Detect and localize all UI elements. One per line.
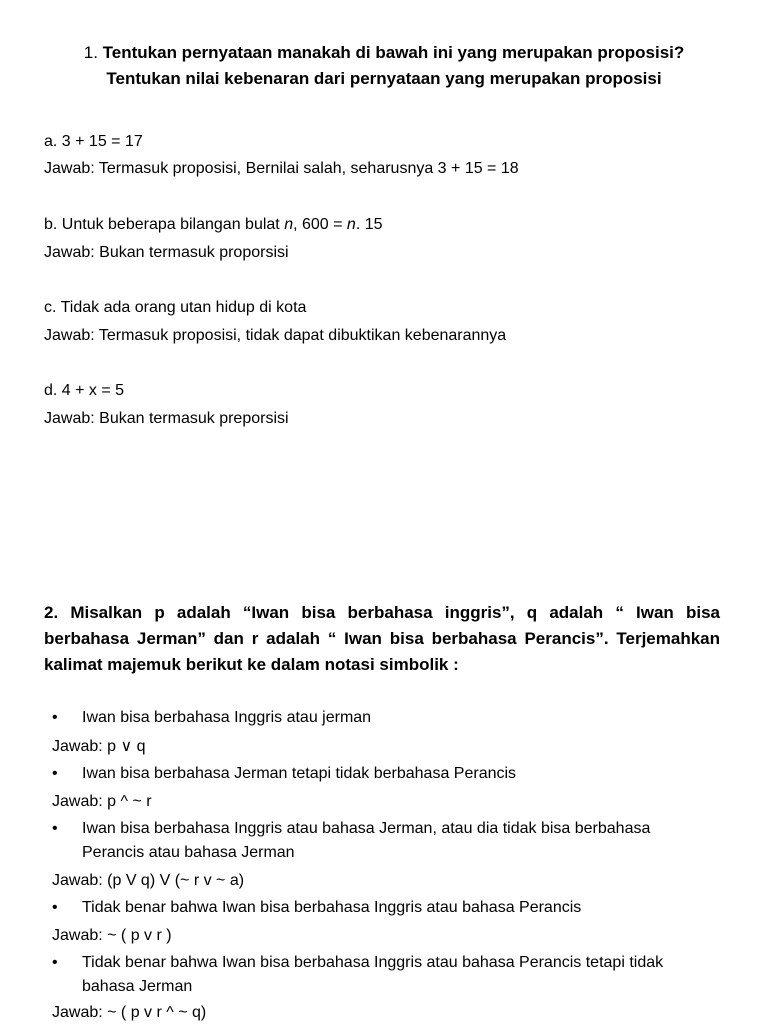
q1-answer-c: Jawab: Termasuk proposisi, tidak dapat dibuktikan kebenarannya xyxy=(44,327,507,344)
q2-bullet-3-text-cont: Perancis atau bahasa Jerman xyxy=(82,844,295,861)
q2-bullet-2 xyxy=(52,762,732,786)
q1-statement-d: d. 4 + x = 5 xyxy=(44,382,125,399)
q1-statement-b: b. Untuk beberapa bilangan bulat n, 600 = n. 15 xyxy=(44,216,383,233)
question-2-title: 2. Misalkan p adalah “Iwan bisa berbahasa inggris”, q adalah “ Iwan bisa berbahasa Jerman” dan r adalah “ Iwan bisa berbahasa Perancis”. Terjemahkan kalimat majemuk berikut ke dalam notasi simbolik : xyxy=(44,603,720,674)
q2-bullet-5-text: Tidak benar bahwa Iwan bisa berbahasa Inggris atau bahasa Perancis tetapi tidak xyxy=(82,954,664,971)
q2-bullet-4 xyxy=(52,896,732,920)
q1-statement-c: c. Tidak ada orang utan hidup di kota xyxy=(44,299,307,316)
q1-statement-a: a. 3 + 15 = 17 xyxy=(44,133,143,150)
bullet-icon: • xyxy=(52,820,58,837)
q2-answer-2: Jawab: p ^ ~ r xyxy=(52,793,152,810)
question-1-title-line2: Tentukan nilai kebenaran dari pernyataan yang merupakan proposisi xyxy=(106,69,662,88)
q1-answer-d: Jawab: Bukan termasuk preporsisi xyxy=(44,410,289,427)
bullet-icon: • xyxy=(52,765,58,782)
q2-bullet-1-text: Iwan bisa berbahasa Inggris atau jerman xyxy=(82,709,372,726)
q1-answer-a: Jawab: Termasuk proposisi, Bernilai salah, seharusnya 3 + 15 = 18 xyxy=(44,160,519,177)
question-1-title-line1: Tentukan pernyataan manakah di bawah ini yang merupakan proposisi? xyxy=(102,43,685,62)
q2-answer-5: Jawab: ~ ( p v r ^ ~ q) xyxy=(52,1004,207,1021)
q2-answer-4: Jawab: ~ ( p v r ) xyxy=(52,927,172,944)
q2-answer-1: Jawab: p ∨ q xyxy=(52,738,146,755)
q2-bullet-2-text: Iwan bisa berbahasa Jerman tetapi tidak berbahasa Perancis xyxy=(82,765,517,782)
q2-bullet-3-text: Iwan bisa berbahasa Inggris atau bahasa Jerman, atau dia tidak bisa berbahasa xyxy=(82,820,651,837)
q2-bullet-3 xyxy=(52,817,732,865)
q1-answer-b: Jawab: Bukan termasuk proporsisi xyxy=(44,244,289,261)
bullet-icon: • xyxy=(52,954,58,971)
q2-bullet-5-text-cont: bahasa Jerman xyxy=(82,978,193,995)
q2-bullet-1 xyxy=(52,706,732,730)
question-1-number: 1. xyxy=(83,43,98,62)
bullet-icon: • xyxy=(52,709,58,726)
q2-bullet-4-text: Tidak benar bahwa Iwan bisa berbahasa Inggris atau bahasa Perancis xyxy=(82,899,582,916)
question-1-title xyxy=(40,40,728,92)
q2-answer-3: Jawab: (p V q) V (~ r v ~ a) xyxy=(52,872,245,889)
bullet-icon: • xyxy=(52,899,58,916)
q2-bullet-5 xyxy=(52,951,732,999)
